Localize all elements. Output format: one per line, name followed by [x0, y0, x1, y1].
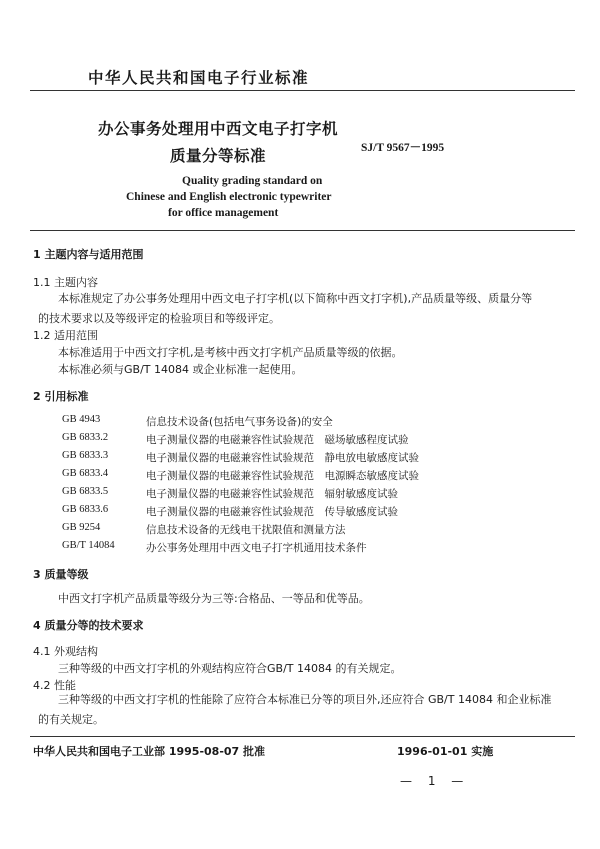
section-1-2-text1: 本标准适用于中西文打字机,是考核中西文打字机产品质量等级的依据。: [58, 346, 403, 359]
section-1-2-text2: 本标准必须与GB/T 14084 或企业标准一起使用。: [58, 363, 303, 376]
section-1-heading: 1 主题内容与适用范围: [33, 248, 144, 261]
effective-date: 1996-01-01 实施: [397, 745, 494, 758]
section-4-heading: 4 质量分等的技术要求: [33, 619, 144, 632]
section-1-1-text: 本标准规定了办公事务处理用中西文电子打字机(以下简称中西文打字机),产品质量等级、质量分等的技术要求以及等级评定的检验项目和等级评定。: [38, 292, 533, 325]
section-1-2-heading: 1.2 适用范围: [33, 329, 98, 342]
section-4-1-heading: 4.1 外观结构: [33, 645, 98, 658]
section-4-1-text: 三种等级的中西文打字机的外观结构应符合GB/T 14084 的有关规定。: [58, 662, 402, 675]
document-title-line1: 办公事务处理用中西文电子打字机: [98, 120, 339, 138]
section-3-heading: 3 质量等级: [33, 568, 89, 581]
section-3-text: 中西文打字机产品质量等级分为三等:合格品、一等品和优等品。: [58, 592, 370, 605]
english-title-line2: Chinese and English electronic typewriter: [126, 191, 332, 203]
section-2-heading: 2 引用标准: [33, 390, 89, 403]
section-1-1-heading: 1.1 主题内容: [33, 276, 98, 289]
standard-code: SJ/T 9567－1995: [361, 142, 445, 154]
page-number: — 1 —: [400, 774, 470, 788]
english-title-line3: for office management: [168, 207, 279, 219]
english-title-line1: Quality grading standard on: [182, 175, 323, 187]
document-title-line2: 质量分等标准: [170, 147, 267, 165]
approval-text: 中华人民共和国电子工业部 1995-08-07 批准: [33, 745, 266, 758]
footer-rule: [30, 736, 575, 737]
section-4-2-heading: 4.2 性能: [33, 679, 76, 692]
section-4-2-text: 三种等级的中西文打字机的性能除了应符合本标准已分等的项目外,还应符合 GB/T 14084 和企业标准的有关规定。: [38, 693, 552, 726]
title-rule: [30, 230, 575, 231]
header-rule: [30, 90, 575, 91]
header-title: 中华人民共和国电子行业标准: [88, 69, 310, 87]
